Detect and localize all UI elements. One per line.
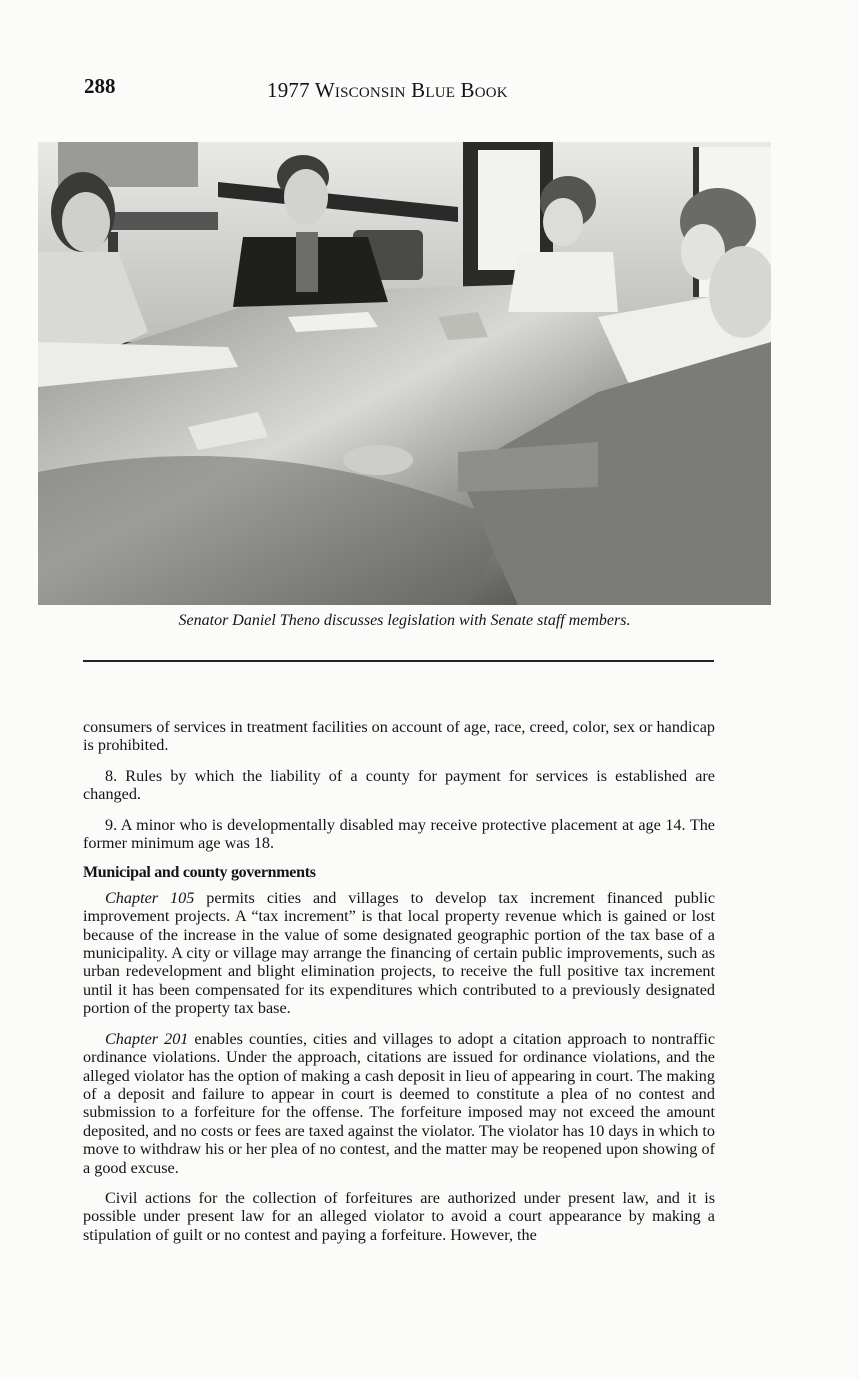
paragraph-civil-actions: Civil actions for the collection of forfeitures are authorized under present law, and it is possible under present law for an alleged violator to avoid a court appearance by making a stipulation of guilt or no contest and paying a forfeiture. However, the — [83, 1188, 715, 1244]
list-item-9: 9. A minor who is developmentally disabled may receive protective placement at age 14. The former minimum age was 18. — [83, 815, 715, 853]
page-number: 288 — [84, 74, 116, 98]
chapter-201-text: enables counties, cities and villages to adopt a citation approach to nontraffic ordinance violations. Under the approach, citations are issued for ordinance violations, and the alleged violator has the option of making a cash deposit in lieu of appearing in court. The making of a deposit and failure to appear in court is deemed to constitute a plea of no contest and submission to a forfeiture for the offense. The forfeiture imposed may not exceed the amount deposited, and no costs or fees are taxed against the violator. The violator has 10 days in which to move to withdraw his or her plea of no contest, and the matter may be reopened upon showing of a good excuse. — [83, 1029, 716, 1177]
running-head-text: 1977 Wisconsin Blue Book — [267, 78, 508, 102]
paragraph-chapter-201 — [83, 1030, 715, 1177]
section-heading: Municipal and county governments — [83, 864, 316, 882]
photo-caption: Senator Daniel Theno discusses legislation with Senate staff members. — [178, 612, 631, 629]
photo-rendering — [38, 142, 771, 605]
chapter-105-text: permits cities and villages to develop tax increment financed public improvement projects. A “tax increment” is that local property revenue which is gained or lost because of the increase in the value of some designated geographic portion of the tax base of a municipality. A city or village may arrange the financing of certain public improvements, such as urban redevelopment and blight elimination projects, to receive the full positive tax increment until it has been compensated for its expenditures which contributed to a previously designated portion of the property tax base. — [83, 888, 716, 1018]
chapter-105-reference: Chapter 105 — [105, 888, 195, 907]
paragraph-chapter-105 — [83, 889, 715, 1018]
paragraph-continued: consumers of services in treatment facilities on account of age, race, creed, color, sex or handicap is prohibited. — [83, 718, 715, 755]
chapter-201-reference: Chapter 201 — [105, 1029, 189, 1048]
list-item-8: 8. Rules by which the liability of a county for payment for services is established are changed. — [83, 766, 715, 804]
meeting-photograph — [38, 142, 771, 605]
running-head — [267, 78, 508, 103]
section-divider — [83, 660, 714, 662]
body-text — [83, 718, 715, 1244]
